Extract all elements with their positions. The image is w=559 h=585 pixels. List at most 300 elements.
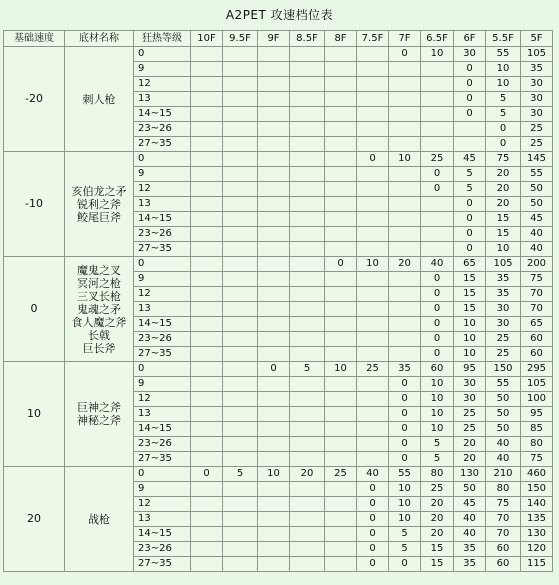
material-name: 亥伯龙之矛 bbox=[71, 184, 127, 198]
frenzy-level-cell: 12 bbox=[134, 77, 191, 92]
material-name: 长戟 bbox=[88, 328, 110, 342]
material-name: 战枪 bbox=[88, 512, 110, 526]
value-cell: 0 bbox=[389, 47, 421, 62]
material-name: 魔鬼之叉 bbox=[77, 263, 121, 277]
frenzy-level-cell: 27~35 bbox=[134, 137, 191, 152]
value-cell bbox=[223, 332, 258, 347]
value-cell bbox=[258, 227, 290, 242]
value-cell: 35 bbox=[454, 542, 486, 557]
header-base-speed: 基础速度 bbox=[4, 31, 65, 47]
value-cell: 85 bbox=[521, 422, 553, 437]
value-cell: 5 bbox=[486, 107, 521, 122]
value-cell bbox=[421, 242, 454, 257]
value-cell bbox=[325, 332, 357, 347]
value-cell bbox=[357, 332, 389, 347]
value-cell bbox=[258, 137, 290, 152]
frenzy-level-cell: 14~15 bbox=[134, 212, 191, 227]
value-cell: 5 bbox=[290, 362, 325, 377]
value-cell bbox=[290, 347, 325, 362]
value-cell bbox=[258, 212, 290, 227]
value-cell bbox=[421, 212, 454, 227]
value-cell bbox=[357, 92, 389, 107]
value-cell: 10 bbox=[486, 62, 521, 77]
value-cell: 0 bbox=[454, 92, 486, 107]
value-cell: 0 bbox=[421, 182, 454, 197]
value-cell bbox=[325, 92, 357, 107]
value-cell bbox=[223, 197, 258, 212]
value-cell bbox=[325, 212, 357, 227]
value-cell bbox=[325, 452, 357, 467]
value-cell bbox=[223, 182, 258, 197]
speed-table-wrapper bbox=[3, 30, 553, 572]
frenzy-level-cell: 9 bbox=[134, 62, 191, 77]
value-cell bbox=[258, 452, 290, 467]
value-cell bbox=[258, 62, 290, 77]
value-cell: 10 bbox=[421, 407, 454, 422]
page-title: A2PET 攻速档位表 bbox=[225, 8, 334, 22]
value-cell: 50 bbox=[486, 422, 521, 437]
value-cell: 200 bbox=[521, 257, 553, 272]
value-cell bbox=[357, 107, 389, 122]
frenzy-level-cell: 27~35 bbox=[134, 452, 191, 467]
value-cell bbox=[290, 212, 325, 227]
value-cell: 75 bbox=[486, 152, 521, 167]
material-name: 三叉长枪 bbox=[77, 289, 121, 303]
frenzy-level-cell: 23~26 bbox=[134, 122, 191, 137]
value-cell bbox=[290, 257, 325, 272]
value-cell bbox=[223, 482, 258, 497]
header-frame-8-5f: 8.5F bbox=[290, 31, 325, 47]
value-cell: 50 bbox=[521, 197, 553, 212]
value-cell bbox=[258, 377, 290, 392]
value-cell: 30 bbox=[521, 92, 553, 107]
value-cell bbox=[223, 122, 258, 137]
value-cell bbox=[223, 512, 258, 527]
value-cell bbox=[258, 527, 290, 542]
frenzy-level-cell: 12 bbox=[134, 392, 191, 407]
value-cell: 115 bbox=[521, 557, 553, 572]
value-cell: 20 bbox=[454, 452, 486, 467]
value-cell: 15 bbox=[486, 212, 521, 227]
value-cell bbox=[357, 452, 389, 467]
value-cell bbox=[191, 407, 223, 422]
value-cell: 105 bbox=[521, 377, 553, 392]
value-cell bbox=[290, 197, 325, 212]
value-cell bbox=[357, 407, 389, 422]
value-cell: 20 bbox=[486, 182, 521, 197]
value-cell bbox=[325, 152, 357, 167]
frenzy-level-cell: 14~15 bbox=[134, 422, 191, 437]
base-speed-cell: -20 bbox=[4, 47, 65, 152]
value-cell: 65 bbox=[454, 257, 486, 272]
value-cell: 35 bbox=[521, 62, 553, 77]
value-cell: 30 bbox=[486, 317, 521, 332]
value-cell: 0 bbox=[389, 557, 421, 572]
value-cell bbox=[258, 167, 290, 182]
value-cell: 5 bbox=[486, 92, 521, 107]
value-cell: 0 bbox=[258, 362, 290, 377]
value-cell bbox=[191, 452, 223, 467]
value-cell: 5 bbox=[223, 467, 258, 482]
value-cell bbox=[389, 167, 421, 182]
value-cell: 60 bbox=[521, 347, 553, 362]
value-cell bbox=[223, 257, 258, 272]
value-cell bbox=[325, 242, 357, 257]
value-cell: 15 bbox=[454, 272, 486, 287]
value-cell: 55 bbox=[521, 167, 553, 182]
value-cell: 0 bbox=[454, 227, 486, 242]
value-cell bbox=[357, 242, 389, 257]
material-name: 鬼魂之矛 bbox=[77, 302, 121, 316]
value-cell bbox=[357, 272, 389, 287]
value-cell bbox=[389, 347, 421, 362]
frenzy-level-cell: 0 bbox=[134, 47, 191, 62]
table-row bbox=[4, 47, 553, 62]
value-cell bbox=[223, 542, 258, 557]
material-names-cell bbox=[65, 467, 134, 572]
frenzy-level-cell: 12 bbox=[134, 287, 191, 302]
value-cell: 80 bbox=[421, 467, 454, 482]
value-cell: 45 bbox=[454, 497, 486, 512]
value-cell bbox=[258, 482, 290, 497]
value-cell bbox=[290, 122, 325, 137]
value-cell: 0 bbox=[357, 512, 389, 527]
value-cell: 15 bbox=[454, 302, 486, 317]
value-cell: 25 bbox=[486, 332, 521, 347]
value-cell bbox=[389, 137, 421, 152]
value-cell: 20 bbox=[454, 437, 486, 452]
value-cell bbox=[223, 527, 258, 542]
value-cell bbox=[223, 137, 258, 152]
value-cell: 75 bbox=[521, 452, 553, 467]
value-cell: 70 bbox=[521, 302, 553, 317]
value-cell bbox=[454, 137, 486, 152]
value-cell: 0 bbox=[357, 542, 389, 557]
value-cell: 50 bbox=[521, 182, 553, 197]
value-cell bbox=[290, 542, 325, 557]
value-cell bbox=[223, 452, 258, 467]
header-frame-6f: 6F bbox=[454, 31, 486, 47]
value-cell bbox=[421, 122, 454, 137]
value-cell bbox=[191, 332, 223, 347]
value-cell bbox=[325, 407, 357, 422]
value-cell bbox=[389, 317, 421, 332]
value-cell bbox=[290, 137, 325, 152]
value-cell: 0 bbox=[421, 287, 454, 302]
value-cell: 55 bbox=[486, 377, 521, 392]
value-cell bbox=[258, 317, 290, 332]
value-cell bbox=[325, 392, 357, 407]
value-cell bbox=[223, 47, 258, 62]
frenzy-level-cell: 0 bbox=[134, 152, 191, 167]
value-cell bbox=[191, 302, 223, 317]
value-cell bbox=[290, 77, 325, 92]
value-cell bbox=[191, 152, 223, 167]
value-cell bbox=[290, 182, 325, 197]
value-cell bbox=[258, 197, 290, 212]
value-cell bbox=[290, 452, 325, 467]
value-cell: 0 bbox=[486, 137, 521, 152]
value-cell: 45 bbox=[454, 152, 486, 167]
table-row bbox=[4, 467, 553, 482]
value-cell: 15 bbox=[421, 557, 454, 572]
value-cell: 25 bbox=[454, 407, 486, 422]
value-cell bbox=[191, 272, 223, 287]
value-cell bbox=[191, 557, 223, 572]
value-cell bbox=[325, 542, 357, 557]
value-cell bbox=[325, 437, 357, 452]
value-cell bbox=[258, 287, 290, 302]
value-cell: 0 bbox=[389, 377, 421, 392]
value-cell: 10 bbox=[325, 362, 357, 377]
value-cell bbox=[421, 92, 454, 107]
frenzy-level-cell: 0 bbox=[134, 467, 191, 482]
header-frame-5f: 5F bbox=[521, 31, 553, 47]
value-cell: 0 bbox=[454, 197, 486, 212]
value-cell bbox=[191, 47, 223, 62]
value-cell bbox=[421, 197, 454, 212]
value-cell bbox=[389, 302, 421, 317]
value-cell: 25 bbox=[421, 482, 454, 497]
frenzy-level-cell: 13 bbox=[134, 92, 191, 107]
value-cell: 10 bbox=[486, 77, 521, 92]
value-cell: 460 bbox=[521, 467, 553, 482]
value-cell bbox=[421, 227, 454, 242]
value-cell: 10 bbox=[454, 347, 486, 362]
header-frame-9f: 9F bbox=[258, 31, 290, 47]
value-cell: 10 bbox=[454, 317, 486, 332]
value-cell bbox=[258, 272, 290, 287]
value-cell bbox=[389, 107, 421, 122]
value-cell bbox=[191, 92, 223, 107]
value-cell bbox=[357, 302, 389, 317]
value-cell bbox=[389, 197, 421, 212]
value-cell: 70 bbox=[521, 287, 553, 302]
value-cell bbox=[325, 377, 357, 392]
value-cell bbox=[389, 122, 421, 137]
frenzy-level-cell: 27~35 bbox=[134, 242, 191, 257]
value-cell: 0 bbox=[389, 407, 421, 422]
value-cell bbox=[325, 182, 357, 197]
value-cell bbox=[325, 107, 357, 122]
value-cell bbox=[258, 257, 290, 272]
value-cell bbox=[357, 182, 389, 197]
value-cell bbox=[357, 167, 389, 182]
value-cell: 25 bbox=[454, 422, 486, 437]
value-cell bbox=[223, 242, 258, 257]
value-cell bbox=[258, 497, 290, 512]
value-cell: 150 bbox=[486, 362, 521, 377]
frenzy-level-cell: 9 bbox=[134, 272, 191, 287]
value-cell bbox=[258, 347, 290, 362]
value-cell bbox=[290, 512, 325, 527]
frenzy-level-cell: 9 bbox=[134, 482, 191, 497]
value-cell bbox=[258, 542, 290, 557]
value-cell: 50 bbox=[454, 482, 486, 497]
base-speed-cell: 10 bbox=[4, 362, 65, 467]
value-cell bbox=[290, 332, 325, 347]
value-cell: 10 bbox=[389, 497, 421, 512]
value-cell bbox=[325, 512, 357, 527]
value-cell bbox=[258, 107, 290, 122]
value-cell bbox=[223, 377, 258, 392]
value-cell bbox=[389, 227, 421, 242]
value-cell: 105 bbox=[486, 257, 521, 272]
value-cell bbox=[389, 62, 421, 77]
value-cell: 0 bbox=[421, 272, 454, 287]
value-cell: 40 bbox=[486, 452, 521, 467]
value-cell bbox=[191, 482, 223, 497]
value-cell bbox=[191, 512, 223, 527]
value-cell bbox=[325, 347, 357, 362]
value-cell bbox=[191, 392, 223, 407]
value-cell bbox=[191, 257, 223, 272]
value-cell bbox=[325, 497, 357, 512]
value-cell bbox=[223, 392, 258, 407]
value-cell bbox=[389, 212, 421, 227]
frenzy-level-cell: 13 bbox=[134, 407, 191, 422]
value-cell bbox=[357, 227, 389, 242]
value-cell: 135 bbox=[521, 512, 553, 527]
base-speed-cell: 20 bbox=[4, 467, 65, 572]
value-cell: 295 bbox=[521, 362, 553, 377]
value-cell: 40 bbox=[421, 257, 454, 272]
value-cell bbox=[223, 62, 258, 77]
value-cell bbox=[223, 107, 258, 122]
material-names-cell bbox=[65, 152, 134, 257]
value-cell: 0 bbox=[454, 107, 486, 122]
frenzy-level-cell: 27~35 bbox=[134, 557, 191, 572]
value-cell: 60 bbox=[521, 332, 553, 347]
value-cell: 40 bbox=[454, 512, 486, 527]
attack-speed-table bbox=[3, 30, 553, 572]
value-cell: 10 bbox=[421, 377, 454, 392]
value-cell bbox=[290, 287, 325, 302]
value-cell: 10 bbox=[421, 47, 454, 62]
value-cell: 30 bbox=[454, 392, 486, 407]
base-speed-cell: -10 bbox=[4, 152, 65, 257]
value-cell bbox=[223, 227, 258, 242]
value-cell: 145 bbox=[521, 152, 553, 167]
value-cell bbox=[223, 77, 258, 92]
material-name: 鲛尾巨斧 bbox=[77, 210, 121, 224]
header-frame-7-5f: 7.5F bbox=[357, 31, 389, 47]
value-cell: 0 bbox=[357, 557, 389, 572]
value-cell bbox=[258, 242, 290, 257]
value-cell bbox=[258, 122, 290, 137]
value-cell: 30 bbox=[454, 377, 486, 392]
value-cell bbox=[325, 47, 357, 62]
value-cell: 5 bbox=[454, 167, 486, 182]
frenzy-level-cell: 13 bbox=[134, 512, 191, 527]
value-cell bbox=[290, 152, 325, 167]
value-cell bbox=[357, 287, 389, 302]
frenzy-level-cell: 9 bbox=[134, 377, 191, 392]
value-cell bbox=[191, 197, 223, 212]
value-cell bbox=[191, 167, 223, 182]
value-cell: 105 bbox=[521, 47, 553, 62]
value-cell bbox=[325, 167, 357, 182]
value-cell bbox=[290, 242, 325, 257]
value-cell bbox=[357, 377, 389, 392]
value-cell: 30 bbox=[486, 302, 521, 317]
value-cell: 30 bbox=[454, 47, 486, 62]
value-cell bbox=[223, 212, 258, 227]
value-cell bbox=[258, 392, 290, 407]
value-cell bbox=[290, 422, 325, 437]
value-cell: 60 bbox=[421, 362, 454, 377]
value-cell: 130 bbox=[454, 467, 486, 482]
value-cell: 0 bbox=[389, 392, 421, 407]
value-cell: 40 bbox=[486, 437, 521, 452]
value-cell: 0 bbox=[421, 332, 454, 347]
value-cell: 20 bbox=[389, 257, 421, 272]
value-cell bbox=[325, 227, 357, 242]
table-row bbox=[4, 362, 553, 377]
value-cell bbox=[421, 77, 454, 92]
value-cell: 15 bbox=[454, 287, 486, 302]
value-cell: 0 bbox=[357, 527, 389, 542]
value-cell bbox=[290, 92, 325, 107]
value-cell bbox=[258, 182, 290, 197]
value-cell bbox=[389, 92, 421, 107]
value-cell: 10 bbox=[454, 332, 486, 347]
value-cell: 140 bbox=[521, 497, 553, 512]
value-cell: 10 bbox=[486, 242, 521, 257]
value-cell bbox=[258, 512, 290, 527]
value-cell bbox=[290, 497, 325, 512]
value-cell bbox=[258, 407, 290, 422]
value-cell bbox=[258, 437, 290, 452]
value-cell: 35 bbox=[454, 557, 486, 572]
value-cell bbox=[389, 332, 421, 347]
value-cell: 20 bbox=[290, 467, 325, 482]
value-cell bbox=[191, 122, 223, 137]
value-cell bbox=[325, 77, 357, 92]
value-cell: 95 bbox=[521, 407, 553, 422]
value-cell: 80 bbox=[486, 482, 521, 497]
value-cell: 70 bbox=[486, 527, 521, 542]
value-cell bbox=[325, 317, 357, 332]
frenzy-level-cell: 9 bbox=[134, 167, 191, 182]
value-cell bbox=[223, 497, 258, 512]
value-cell: 0 bbox=[357, 482, 389, 497]
value-cell bbox=[258, 302, 290, 317]
value-cell: 100 bbox=[521, 392, 553, 407]
base-speed-cell: 0 bbox=[4, 257, 65, 362]
material-names-cell bbox=[65, 257, 134, 362]
value-cell bbox=[290, 527, 325, 542]
value-cell bbox=[191, 62, 223, 77]
value-cell: 25 bbox=[421, 152, 454, 167]
value-cell: 45 bbox=[521, 212, 553, 227]
value-cell: 10 bbox=[421, 422, 454, 437]
value-cell: 20 bbox=[486, 197, 521, 212]
value-cell bbox=[223, 167, 258, 182]
value-cell bbox=[290, 392, 325, 407]
value-cell: 35 bbox=[486, 287, 521, 302]
value-cell: 150 bbox=[521, 482, 553, 497]
value-cell bbox=[325, 302, 357, 317]
frenzy-level-cell: 14~15 bbox=[134, 527, 191, 542]
value-cell bbox=[357, 62, 389, 77]
value-cell bbox=[223, 422, 258, 437]
value-cell bbox=[258, 422, 290, 437]
material-name: 神秘之斧 bbox=[77, 414, 121, 427]
value-cell: 0 bbox=[421, 347, 454, 362]
header-frame-7f: 7F bbox=[389, 31, 421, 47]
value-cell bbox=[191, 422, 223, 437]
